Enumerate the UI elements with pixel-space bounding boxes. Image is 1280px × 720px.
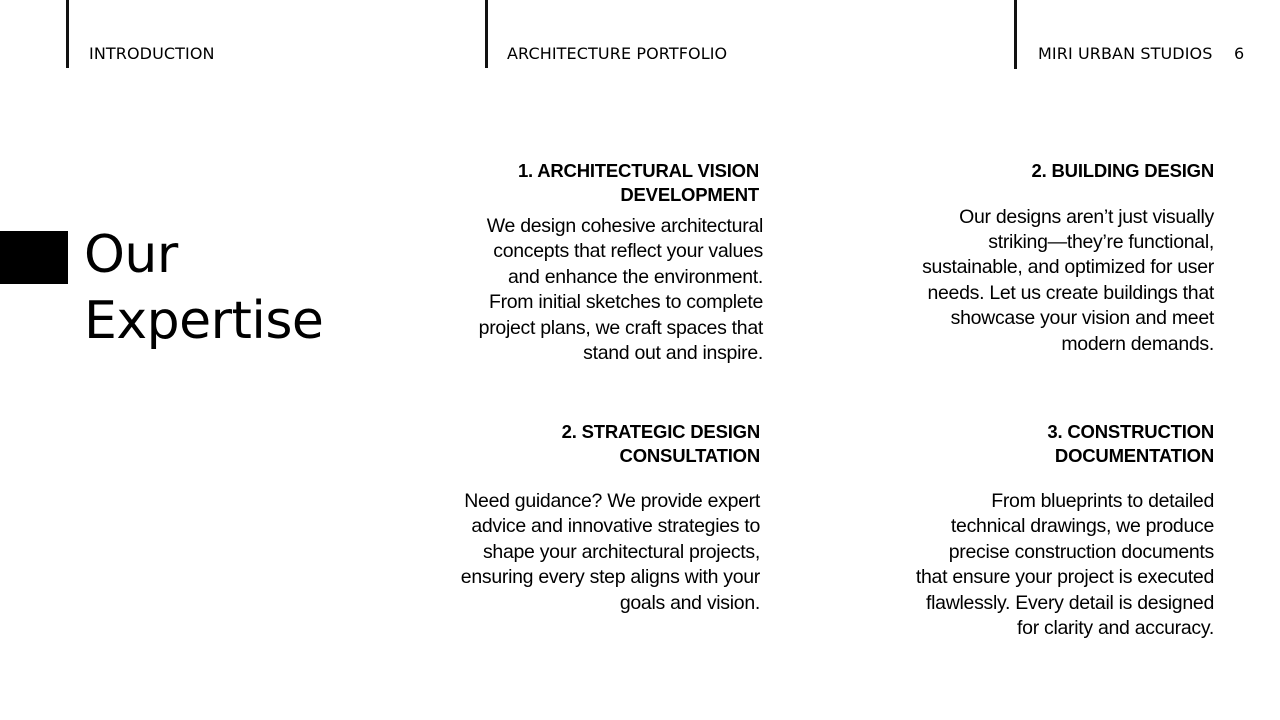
expertise-section-strategic-consultation <box>380 420 760 616</box>
expertise-section-architectural-vision <box>383 159 763 366</box>
header-divider-right <box>1014 0 1017 69</box>
section-body: From blueprints to detailed technical drawings, we produce precise construction documents that ensure your project is executed flawlessly. Every detail is designed for clarity and accuracy. <box>915 490 1214 640</box>
page-title-line-1: Our <box>84 225 178 285</box>
page-title-line-2: Expertise <box>84 291 324 351</box>
section-heading: 3. CONSTRUCTION DOCUMENTATION <box>1047 421 1214 466</box>
section-body: Need guidance? We provide expert advice and innovative strategies to shape your architectural projects, ensuring every step aligns with your goals and vision. <box>460 490 760 614</box>
header-studio-label: MIRI URBAN STUDIOS <box>1038 44 1213 63</box>
page-title <box>84 222 323 354</box>
section-heading: 2. STRATEGIC DESIGN CONSULTATION <box>561 421 760 466</box>
header-document-label: ARCHITECTURE PORTFOLIO <box>507 44 728 63</box>
expertise-section-construction-documentation <box>834 420 1214 641</box>
page-number: 6 <box>1234 44 1245 63</box>
section-body: Our designs aren’t just visually striking—they’re functional, sustainable, and optimized for user needs. Let us create buildings that showcase your vision and meet modern demands. <box>922 205 1214 355</box>
section-heading: 2. BUILDING DESIGN <box>1031 160 1214 181</box>
expertise-section-building-design <box>834 159 1214 357</box>
section-heading: 1. ARCHITECTURAL VISION DEVELOPMENT <box>517 160 759 205</box>
section-body: We design cohesive architectural concepts that reflect your values and enhance the environment. From initial sketches to complete project plans, we craft spaces that stand out and inspire. <box>478 215 763 365</box>
header-divider-middle <box>485 0 488 68</box>
header-divider-left <box>66 0 69 68</box>
header-section-label: INTRODUCTION <box>89 44 215 63</box>
accent-block <box>0 231 68 284</box>
